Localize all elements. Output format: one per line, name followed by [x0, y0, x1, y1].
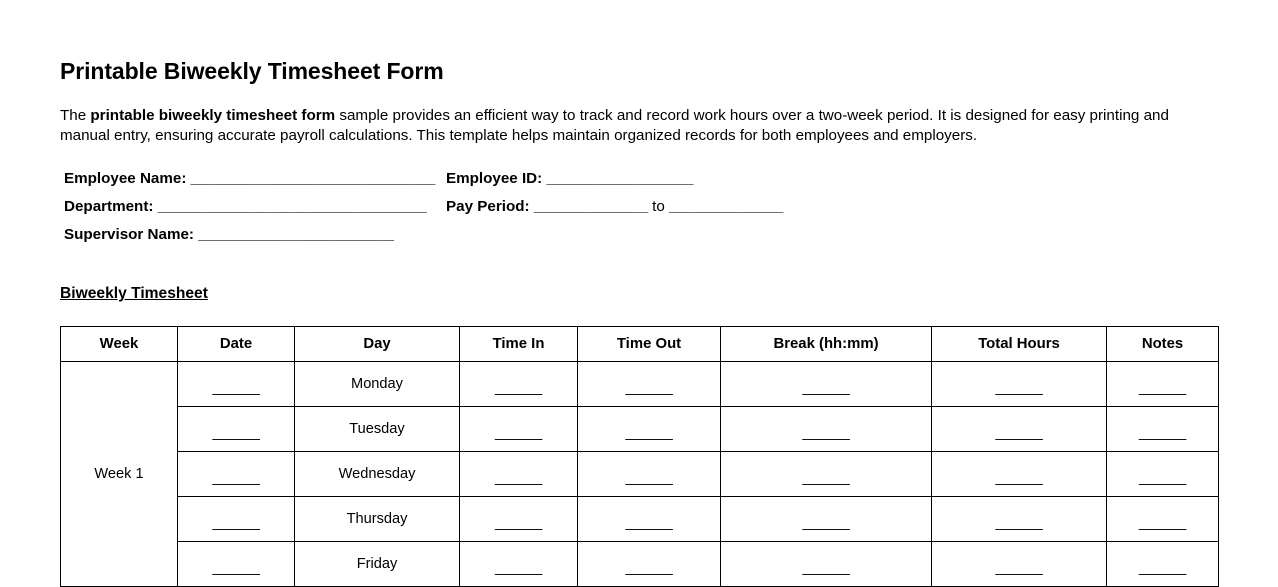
employee-id-label: Employee ID: — [446, 170, 543, 188]
cell-day — [295, 362, 460, 407]
day-label: Thursday — [346, 510, 408, 527]
total-hours-blank: ______ — [995, 515, 1043, 532]
cell-date[interactable] — [178, 452, 295, 497]
employee-name-group — [64, 165, 446, 193]
intro-paragraph — [60, 84, 1200, 145]
cell-time-out[interactable] — [578, 362, 721, 407]
cell-time-in[interactable] — [460, 452, 578, 497]
cell-total-hours[interactable] — [932, 542, 1107, 587]
cell-time-in[interactable] — [460, 362, 578, 407]
day-label: Monday — [351, 375, 403, 392]
intro-rest: sample provides an efficient way to track and record work hours over a two-week period. It is designed for easy printing and manual entry, ensuring accurate payroll calculations. This template helps maintain organized records for both employees and employers. — [60, 107, 1169, 144]
cell-notes[interactable] — [1107, 452, 1219, 497]
total-hours-blank: ______ — [995, 560, 1043, 577]
total-hours-blank: ______ — [995, 425, 1043, 442]
date-blank: ______ — [212, 560, 260, 577]
time-in-blank: ______ — [495, 470, 542, 487]
time-out-blank: ______ — [625, 425, 673, 442]
table-row — [61, 452, 1219, 497]
total-hours-blank: ______ — [995, 470, 1043, 487]
cell-notes[interactable] — [1107, 542, 1219, 587]
cell-day — [295, 407, 460, 452]
day-label: Wednesday — [338, 465, 416, 482]
employee-form-fields — [60, 145, 1218, 249]
cell-day — [295, 542, 460, 587]
total-hours-blank: ______ — [995, 380, 1043, 397]
form-row-department-payperiod — [60, 193, 1218, 221]
cell-total-hours[interactable] — [932, 452, 1107, 497]
column-header-day: Day — [295, 327, 460, 362]
break-blank: ______ — [802, 425, 850, 442]
notes-blank: ______ — [1139, 515, 1186, 532]
cell-break[interactable] — [721, 452, 932, 497]
time-in-blank: ______ — [495, 380, 542, 397]
cell-total-hours[interactable] — [932, 407, 1107, 452]
department-label: Department: — [64, 198, 154, 216]
cell-notes[interactable] — [1107, 497, 1219, 542]
cell-time-out[interactable] — [578, 452, 721, 497]
table-header-row — [61, 327, 1219, 362]
intro-bold-term: printable biweekly timesheet form — [90, 107, 336, 125]
notes-blank: ______ — [1139, 425, 1186, 442]
cell-day — [295, 452, 460, 497]
column-header-total-hours: Total Hours — [932, 327, 1107, 362]
date-blank: ______ — [212, 425, 260, 442]
pay-period-label: Pay Period: — [446, 198, 530, 216]
cell-day — [295, 497, 460, 542]
table-row — [61, 497, 1219, 542]
employee-id-field[interactable]: __________________ — [546, 170, 694, 188]
week-label-cell: Week 1 — [61, 362, 178, 587]
cell-total-hours[interactable] — [932, 497, 1107, 542]
table-row — [61, 542, 1219, 587]
column-header-week: Week — [61, 327, 178, 362]
column-header-notes: Notes — [1107, 327, 1219, 362]
date-blank: ______ — [212, 515, 260, 532]
time-in-blank: ______ — [495, 515, 542, 532]
break-blank: ______ — [802, 380, 850, 397]
time-out-blank: ______ — [625, 470, 673, 487]
cell-notes[interactable] — [1107, 362, 1219, 407]
notes-blank: ______ — [1139, 380, 1186, 397]
time-out-blank: ______ — [625, 560, 673, 577]
column-header-date: Date — [178, 327, 295, 362]
table-row — [61, 407, 1219, 452]
form-row-name-id — [60, 165, 1218, 193]
cell-time-out[interactable] — [578, 407, 721, 452]
page-title: Printable Biweekly Timesheet Form — [60, 58, 444, 84]
table-row — [61, 362, 1219, 407]
notes-blank: ______ — [1139, 470, 1186, 487]
section-heading-biweekly-timesheet: Biweekly Timesheet — [60, 285, 208, 303]
notes-blank: ______ — [1139, 560, 1186, 577]
day-label: Tuesday — [349, 420, 405, 437]
time-in-blank: ______ — [495, 425, 542, 442]
cell-time-in[interactable] — [460, 407, 578, 452]
department-group — [64, 193, 446, 221]
employee-name-field[interactable]: ______________________________ — [190, 170, 436, 188]
supervisor-name-field[interactable]: ________________________ — [198, 226, 394, 244]
column-header-time-in: Time In — [460, 327, 578, 362]
date-blank: ______ — [212, 380, 260, 397]
department-field[interactable]: _________________________________ — [157, 198, 427, 216]
form-row-supervisor — [60, 221, 1218, 249]
break-blank: ______ — [802, 560, 850, 577]
cell-break[interactable] — [721, 407, 932, 452]
break-blank: ______ — [802, 515, 850, 532]
pay-period-start-field[interactable]: ______________ — [533, 198, 648, 216]
column-header-time-out: Time Out — [578, 327, 721, 362]
pay-period-joiner: to — [652, 198, 665, 216]
break-blank: ______ — [802, 470, 850, 487]
intro-lead: The — [60, 107, 91, 125]
cell-notes[interactable] — [1107, 407, 1219, 452]
cell-time-out[interactable] — [578, 497, 721, 542]
cell-break[interactable] — [721, 362, 932, 407]
employee-name-label: Employee Name: — [64, 170, 187, 188]
timesheet-table-wrapper — [60, 303, 1218, 587]
date-blank: ______ — [212, 470, 260, 487]
pay-period-end-field[interactable]: ______________ — [669, 198, 784, 216]
cell-date[interactable] — [178, 407, 295, 452]
day-label: Friday — [356, 555, 398, 572]
time-in-blank: ______ — [495, 560, 542, 577]
cell-date[interactable] — [178, 362, 295, 407]
time-out-blank: ______ — [625, 380, 673, 397]
time-out-blank: ______ — [625, 515, 673, 532]
cell-date[interactable] — [178, 497, 295, 542]
cell-total-hours[interactable] — [932, 362, 1107, 407]
cell-date[interactable] — [178, 542, 295, 587]
timesheet-table — [60, 326, 1219, 587]
cell-time-in[interactable] — [460, 542, 578, 587]
cell-time-out[interactable] — [578, 542, 721, 587]
cell-break[interactable] — [721, 497, 932, 542]
supervisor-name-label: Supervisor Name: — [64, 226, 194, 244]
column-header-break: Break (hh:mm) — [721, 327, 932, 362]
cell-time-in[interactable] — [460, 497, 578, 542]
cell-break[interactable] — [721, 542, 932, 587]
